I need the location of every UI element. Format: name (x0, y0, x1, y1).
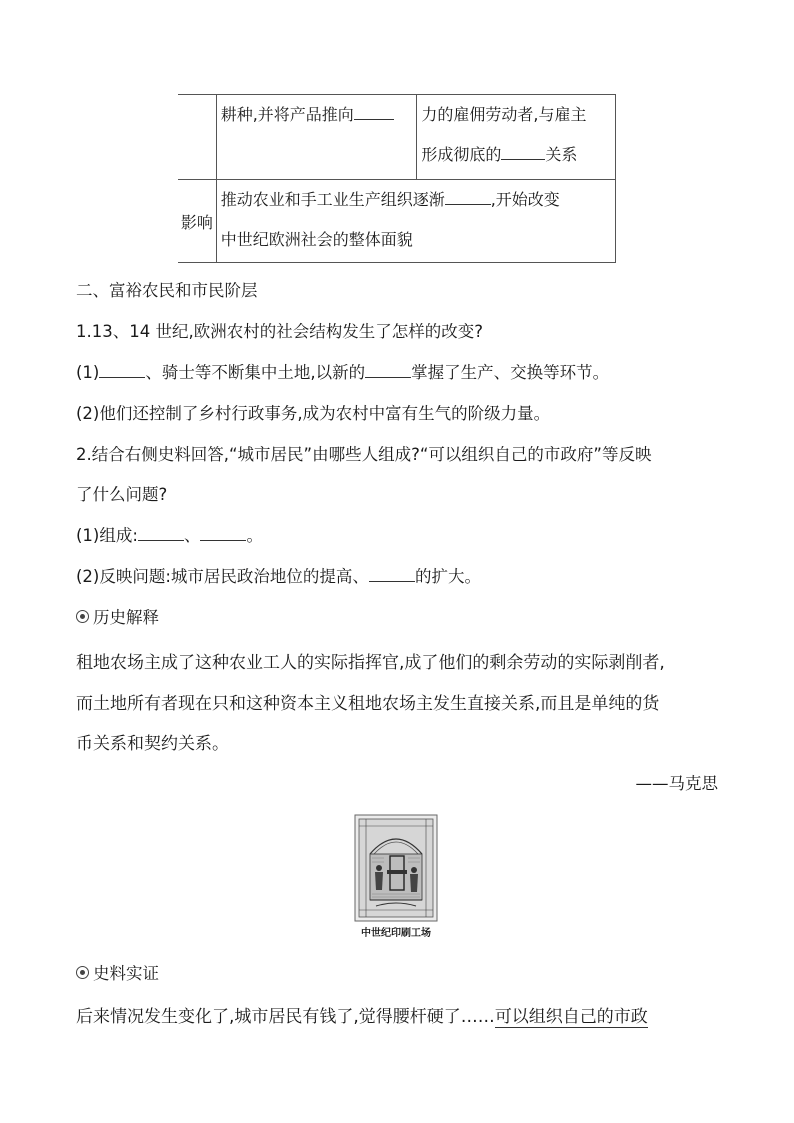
quote-author: ——马克思 (635, 774, 718, 793)
fill-blank[interactable] (365, 361, 411, 378)
answer-1-1: (1) 、骑士等不断集中土地,以新的 掌握了生产、交换等环节。 (76, 363, 610, 382)
summary-table (178, 94, 616, 263)
printing-workshop-image (354, 814, 438, 926)
cell-text: 关系 (545, 145, 578, 164)
evidence-heading: 史料实证 (76, 960, 159, 984)
question-1: 1.13、14 世纪,欧洲农村的社会结构发生了怎样的改变? (76, 322, 483, 341)
cell-text: 形成彻底的 (421, 145, 502, 164)
fill-blank[interactable] (200, 524, 246, 541)
fill-blank[interactable] (501, 143, 545, 160)
fill-blank[interactable] (445, 188, 491, 205)
cell-text: ,开始改变 (490, 190, 560, 209)
row-label (178, 95, 216, 180)
cell-text: 力的雇佣劳动者,与雇主 (421, 105, 587, 124)
row-label: 影响 (178, 180, 216, 263)
answer-2-2: (2)反映问题:城市居民政治地位的提高、 的扩大。 (76, 567, 481, 586)
evidence-text: 后来情况发生变化了,城市居民有钱了,觉得腰杆硬了……可以组织自己的市政 (76, 1007, 648, 1027)
image-caption: 中世纪印刷工场 (361, 928, 431, 939)
answer-2-1: (1)组成: 、 。 (76, 526, 263, 545)
bullet-circle-icon (76, 610, 89, 623)
fill-blank[interactable] (369, 565, 415, 582)
fill-blank[interactable] (138, 524, 184, 541)
table-row (178, 180, 616, 263)
history-text: 币关系和契约关系。 (76, 734, 229, 754)
cell-text: 耕种,并将产品推向 (220, 105, 354, 124)
cell-text: 推动农业和手工业生产组织逐渐 (220, 190, 445, 209)
question-2-cont: 了什么问题? (76, 485, 168, 504)
cell-text: 中世纪欧洲社会的整体面貌 (220, 230, 413, 249)
fill-blank[interactable] (354, 103, 394, 120)
answer-1-2: (2)他们还控制了乡村行政事务,成为农村中富有生气的阶级力量。 (76, 404, 551, 423)
engraving-illustration-icon (354, 814, 438, 922)
fill-blank[interactable] (99, 361, 145, 378)
history-heading: 历史解释 (76, 604, 159, 628)
underlined-text: 可以组织自己的市政 (494, 1007, 648, 1027)
history-text: 租地农场主成了这种农业工人的实际指挥官,成了他们的剩余劳动的实际剥削者, (76, 653, 665, 673)
section-title: 二、富裕农民和市民阶层 (76, 281, 258, 300)
question-2: 2.结合右侧史料回答,“城市居民”由哪些人组成?“可以组织自己的市政府”等反映 (76, 445, 652, 464)
table-row (178, 95, 616, 180)
bullet-circle-icon (76, 966, 89, 979)
history-text: 而土地所有者现在只和这种资本主义租地农场主发生直接关系,而且是单纯的货 (76, 694, 660, 714)
